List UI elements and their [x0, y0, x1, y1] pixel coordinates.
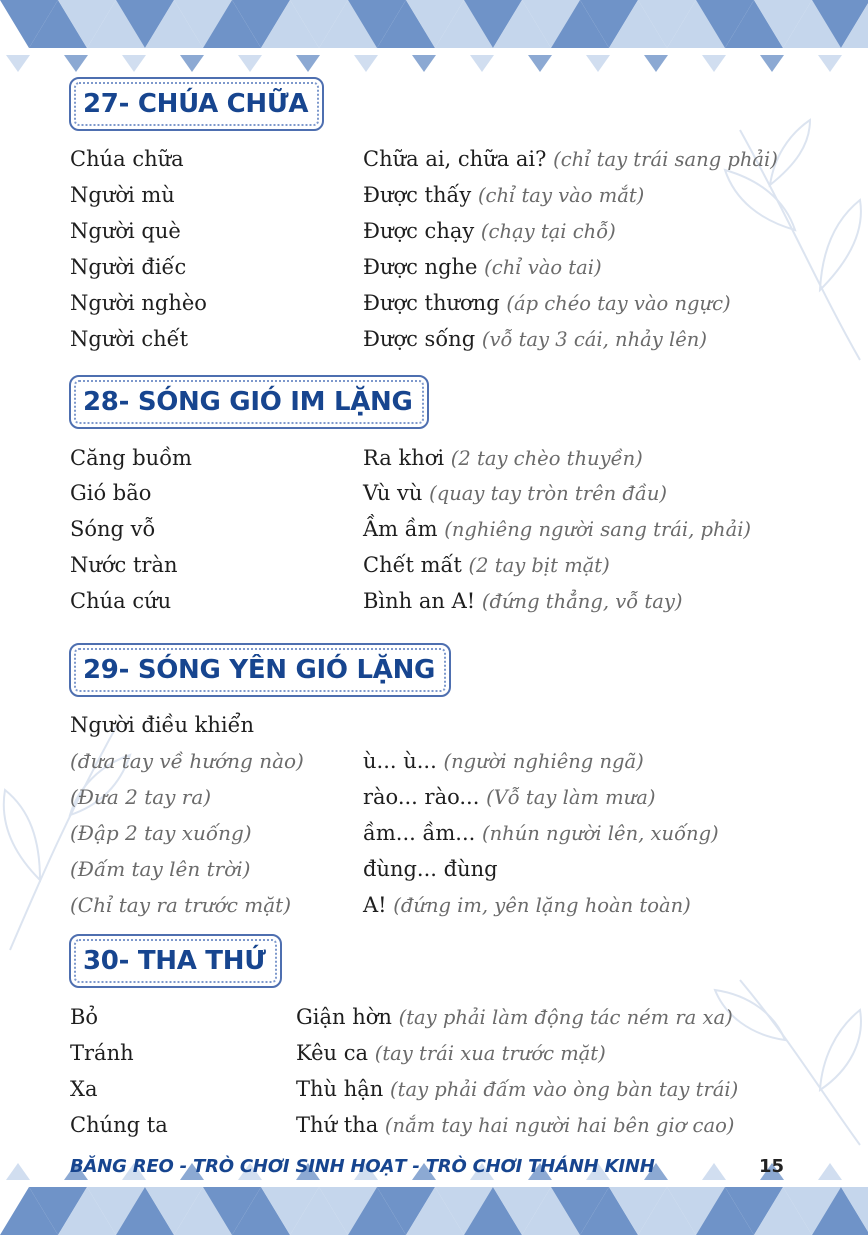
list-item	[0, 553, 868, 589]
action-word: Tránh	[70, 1041, 134, 1065]
gesture-note: (nhún người lên, xuống)	[481, 822, 719, 845]
action-word: Sóng vỗ	[70, 517, 156, 541]
gesture-note: (đứng thẳng, vỗ tay)	[481, 590, 683, 613]
list-item	[0, 517, 868, 553]
border-triangle	[238, 55, 262, 72]
response	[363, 183, 644, 207]
action-word: Chúng ta	[70, 1113, 168, 1137]
border-triangle	[818, 1163, 842, 1180]
top-triangle-border	[0, 0, 868, 75]
page-number: 15	[758, 1156, 784, 1177]
gesture-note: (áp chéo tay vào ngực)	[506, 292, 731, 315]
response	[296, 1005, 733, 1029]
action-word: Chúa cứu	[70, 589, 172, 613]
list-item	[0, 749, 868, 785]
response	[363, 147, 778, 171]
action-word: Người què	[70, 219, 181, 243]
response	[363, 481, 667, 505]
border-triangle	[354, 55, 378, 72]
list-item	[0, 821, 868, 857]
response	[363, 553, 610, 577]
response-text: Được nghe	[363, 255, 478, 279]
response-text: ù... ù...	[363, 749, 437, 773]
border-triangle	[644, 55, 668, 72]
border-triangle	[528, 55, 552, 72]
response	[363, 821, 719, 845]
list-item	[0, 446, 868, 482]
border-triangle	[64, 55, 88, 72]
list-item	[0, 1041, 868, 1077]
response	[363, 785, 655, 809]
action-word: Người nghèo	[70, 291, 207, 315]
border-triangle	[180, 55, 204, 72]
border-triangle	[702, 55, 726, 72]
response-text: đùng... đùng	[363, 857, 498, 881]
response	[363, 749, 644, 773]
response-text: A!	[363, 893, 387, 917]
response	[296, 1113, 734, 1137]
response-text: Được chạy	[363, 219, 475, 243]
response	[363, 291, 731, 315]
response-text: Chết mất	[363, 553, 462, 577]
border-triangle	[122, 55, 146, 72]
action-word: Nước tràn	[70, 553, 178, 577]
section-title-27: 27- CHÚA CHỮA	[69, 77, 324, 131]
response	[363, 327, 707, 351]
response-text: Được thấy	[363, 183, 472, 207]
border-triangle	[6, 1163, 30, 1180]
section-title-30: 30- THA THỨ	[69, 934, 282, 988]
leader-action: (Đập 2 tay xuống)	[70, 821, 252, 845]
response-text: Bình an A!	[363, 589, 476, 613]
gesture-note: (chỉ vào tai)	[484, 256, 602, 279]
response-text: Chữa ai, chữa ai?	[363, 147, 547, 171]
response	[363, 893, 691, 917]
gesture-note: (Vỗ tay làm mưa)	[486, 786, 656, 809]
gesture-note: (tay trái xua trước mặt)	[374, 1042, 606, 1065]
response-text: Ầm ầm	[363, 517, 438, 541]
list-item	[0, 147, 868, 183]
border-triangle	[296, 55, 320, 72]
gesture-note: (tay phải đấm vào òng bàn tay trái)	[390, 1078, 739, 1101]
leader-action: (Đưa 2 tay ra)	[70, 785, 212, 809]
response-text: Giận hờn	[296, 1005, 392, 1029]
leader-action: (đưa tay về hướng nào)	[70, 749, 304, 773]
gesture-note: (chạy tại chỗ)	[480, 220, 616, 243]
gesture-note: (chỉ tay trái sang phải)	[553, 148, 778, 171]
gesture-note: (2 tay chèo thuyền)	[450, 447, 643, 470]
list-item	[0, 481, 868, 517]
list-item	[0, 327, 868, 363]
gesture-note: (tay phải làm động tác ném ra xa)	[398, 1006, 733, 1029]
gesture-note: (vỗ tay 3 cái, nhảy lên)	[481, 328, 707, 351]
list-item	[0, 291, 868, 327]
list-item	[0, 1077, 868, 1113]
response-text: Được sống	[363, 327, 476, 351]
list-item	[0, 1005, 868, 1041]
action-word: Căng buồm	[70, 446, 192, 470]
response	[363, 589, 682, 613]
gesture-note: (nắm tay hai người hai bên giơ cao)	[384, 1114, 735, 1137]
border-triangle	[586, 55, 610, 72]
gesture-note: (người nghiêng ngã)	[443, 750, 644, 773]
footer-book-title: BĂNG REO - TRÒ CHƠI SINH HOẠT - TRÒ CHƠI THÁNH KINH	[70, 1156, 655, 1177]
gesture-note: (nghiêng người sang trái, phải)	[444, 518, 752, 541]
border-triangle	[6, 55, 30, 72]
action-word: Người điếc	[70, 255, 187, 279]
response-text: Thứ tha	[296, 1113, 379, 1137]
response-text: Được thương	[363, 291, 500, 315]
response-text: ầm... ầm...	[363, 821, 476, 845]
gesture-note: (chỉ tay vào mắt)	[477, 184, 645, 207]
gesture-note: (2 tay bịt mặt)	[468, 554, 610, 577]
leader-action: (Đấm tay lên trời)	[70, 857, 251, 881]
leader-label: Người điều khiển	[70, 713, 255, 737]
response	[296, 1041, 606, 1065]
response	[363, 857, 498, 881]
response	[363, 255, 602, 279]
list-item	[0, 183, 868, 219]
border-triangle	[760, 55, 784, 72]
gesture-note: (đứng im, yên lặng hoàn toàn)	[393, 894, 691, 917]
response	[363, 219, 616, 243]
response	[363, 446, 643, 470]
border-triangle	[470, 55, 494, 72]
leader-action: (Chỉ tay ra trước mặt)	[70, 893, 292, 917]
section-title-28: 28- SÓNG GIÓ IM LẶNG	[69, 375, 429, 429]
action-word: Người chết	[70, 327, 189, 351]
response-text: Kêu ca	[296, 1041, 369, 1065]
action-word: Chúa chữa	[70, 147, 184, 171]
response-text: Vù vù	[363, 481, 423, 505]
list-item	[0, 1113, 868, 1149]
border-triangle	[412, 55, 436, 72]
action-word: Người mù	[70, 183, 175, 207]
list-item	[0, 785, 868, 821]
list-item	[0, 589, 868, 625]
action-word: Xa	[70, 1077, 98, 1101]
gesture-note: (quay tay tròn trên đầu)	[429, 482, 667, 505]
page-footer	[70, 1156, 790, 1182]
list-item	[0, 857, 868, 893]
response-text: rào... rào...	[363, 785, 480, 809]
section-intro	[0, 713, 868, 749]
list-item	[0, 219, 868, 255]
list-item	[0, 893, 868, 929]
action-word: Gió bão	[70, 481, 152, 505]
border-triangle	[818, 55, 842, 72]
section-title-29: 29- SÓNG YÊN GIÓ LẶNG	[69, 643, 451, 697]
response	[363, 517, 751, 541]
response-text: Ra khơi	[363, 446, 445, 470]
list-item	[0, 255, 868, 291]
response	[296, 1077, 738, 1101]
response-text: Thù hận	[296, 1077, 384, 1101]
action-word: Bỏ	[70, 1005, 99, 1029]
